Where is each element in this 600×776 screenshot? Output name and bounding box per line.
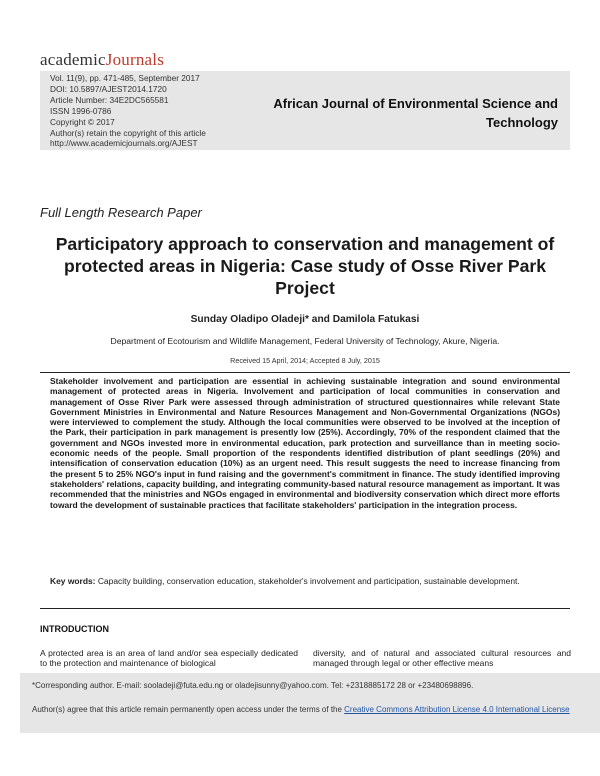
article-meta (50, 73, 206, 149)
intro-left-column: A protected area is an area of land and/or sea especially dedicated to the protection and maintenance of biological (40, 648, 298, 669)
intro-right-column: diversity, and of natural and associated cultural resources and managed through legal or other effective means (313, 648, 571, 669)
footnote-box (20, 673, 600, 733)
abstract-bottom-rule (40, 608, 570, 609)
journal-title: African Journal of Environmental Science and Technology (273, 96, 558, 130)
introduction-heading: INTRODUCTION (40, 624, 109, 634)
meta-url[interactable]: http://www.academicjournals.org/AJEST (50, 138, 198, 149)
meta-rights: Author(s) retain the copyright of this article (50, 127, 206, 138)
license-link[interactable]: Creative Commons Attribution License 4.0 International License (344, 705, 570, 714)
keywords-label: Key words: (50, 576, 96, 586)
keywords (50, 576, 560, 586)
meta-article-number: Article Number: 34E2DC565581 (50, 94, 169, 105)
abstract-top-rule (40, 372, 570, 373)
authors: Sunday Oladipo Oladeji* and Damilola Fatukasi (190, 314, 420, 325)
article-header-box (40, 71, 570, 150)
paper-title: Participatory approach to conservation and management of protected areas in Nigeria: Case study of Osse River Park Project (55, 234, 555, 298)
logo-journals: Journals (105, 50, 165, 69)
corresponding-author: *Corresponding author. E-mail: sooladeji@futa.edu.ng or oladejisunny@yahoo.com. Tel: +2318885172 28 or +23480698896. (32, 681, 474, 690)
meta-volume: Vol. 11(9), pp. 471-485, September 2017 (50, 73, 200, 83)
publisher-logo (40, 50, 164, 70)
keywords-text: Capacity building, conservation education, stakeholder's involvement and participation, sustainable development. (97, 576, 520, 586)
logo-academic: academic (40, 50, 106, 69)
license-statement (32, 705, 592, 716)
received-dates: Received 15 April, 2014; Accepted 8 July, 2015 (230, 356, 380, 365)
meta-copyright: Copyright © 2017 (50, 116, 115, 127)
meta-doi: DOI: 10.5897/AJEST2014.1720 (50, 83, 167, 94)
affiliation: Department of Ecotourism and Wildlife Management, Federal University of Technology, Akure, Nigeria. (110, 336, 500, 346)
license-text: Author(s) agree that this article remain permanently open access under the terms of the (32, 705, 345, 714)
abstract: Stakeholder involvement and participation are essential in achieving sustainable integration and sound environmental management of protected areas in Nigeria. Involvement and participation of local communities in conservation and management of Osse River Park were assessed through administration of structured questionnaires while relevant State Government Ministries in Environmental and Nature Resources Management and Non-Governmental Organizations (NGOs) were interviewed to complement the study. Although the local communities were observed to be involved at the inception of the Park, their participation in park management is presently low (25%). Accordingly, 70% of the respondent claimed that the government and NGOs invested more in environmental education, park protection and surveillance than in meeting socio-economic needs of the people. Small proportion of the respondents identified distribution of plant seedlings (20%) and intensification of conservation education (10%) as an urgent need. This result suggests the need to increase financing from the present 5 to 25% NGO's input in fund raising and the government's commitment in finance. The study identified improving stakeholders' relations, capacity building, and integrating community-based natural resource management as important. It was recommended that the ministries and NGOs engaged in environmental and biodiversity conservation which direct more efforts toward the development of sustainable practices that facilitate stakeholders' participation in the integration process. (50, 376, 560, 510)
paper-type: Full Length Research Paper (40, 205, 202, 220)
meta-issn: ISSN 1996-0786 (50, 105, 112, 116)
